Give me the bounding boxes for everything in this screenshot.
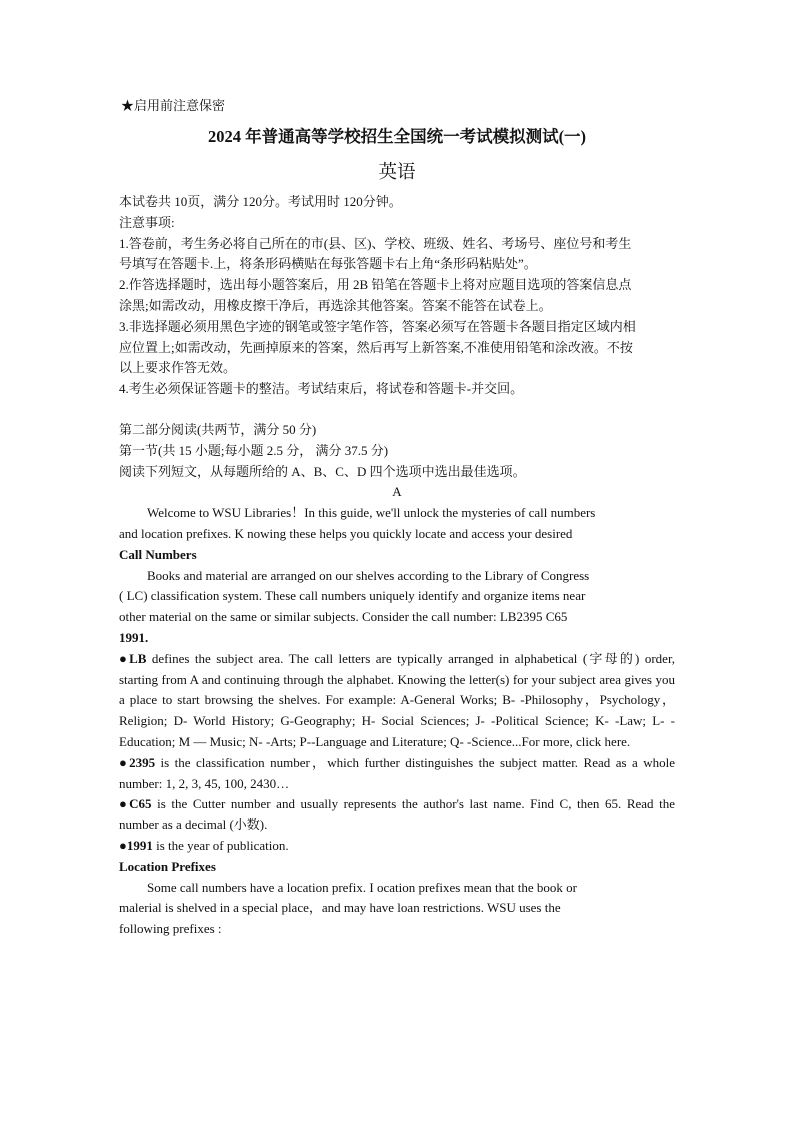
instruction-line: 涂黑;如需改动，用橡皮擦干净后，再选涂其他答案。答案不能答在试卷上。 [119, 297, 552, 313]
reading-section [119, 420, 675, 503]
passage-line: Welcome to WSU Libraries！In this guide, we'll unlock the mysteries of call numbers [147, 505, 596, 521]
notes-label: 注意事项: [119, 214, 175, 230]
call-number-year: 1991. [119, 629, 149, 645]
confidential-mark: ★启用前注意保密 [121, 98, 226, 113]
instruction-line: 1.答卷前，考生务必将自己所在的市(县、区)、学校、班级、姓名、考场号、座位号和考生 [119, 235, 632, 251]
instruction-line: 4.考生必须保证答题卡的整洁。考试结束后，将试卷和答题卡-并交回。 [119, 381, 524, 397]
subject-title: 英语 [378, 163, 416, 183]
passage-a [119, 503, 675, 940]
instruction-line: 2.作答选择题时，选出每小题答案后，用 2B 铅笔在答题卡上将对应题目选项的答案信息点 [119, 277, 632, 293]
bullet-text: is the year of publication. [152, 837, 289, 853]
exam-summary: 本试卷共 10页，满分 120分。考试用时 120分钟。 [119, 194, 402, 209]
instruction-line: 号填写在答题卡.上，将条形码横贴在每张答题卡右上角“条形码粘贴处”。 [119, 256, 537, 272]
passage-line: other material on the same or similar subjects. Consider the call number: LB2395 C65 [119, 609, 568, 625]
passage-label: A [392, 484, 402, 500]
exam-title: 2024 年普通高等学校招生全国统一考试模拟测试(一) [207, 127, 587, 146]
instruction-item-4 [119, 379, 675, 400]
exam-page [119, 96, 675, 940]
bullet-subject-area [119, 649, 675, 753]
bullet-classification-number [119, 753, 675, 795]
part-title: 第二部分阅读(共两节，满分 50 分) [119, 421, 317, 437]
bullet-marker: ●LB [119, 650, 147, 666]
subsection-title: 第一节(共 15 小题;每小题 2.5 分， 满分 37.5 分) [119, 442, 389, 458]
passage-line: and location prefixes. K nowing these helps you quickly locate and access your desired [119, 525, 573, 541]
instruction-item-3 [119, 317, 675, 379]
passage-line: following prefixes : [119, 921, 222, 937]
bullet-marker: ●1991 [119, 837, 153, 853]
exam-instructions [119, 192, 675, 400]
bullet-text: is the Cutter number and usually represents the author's last name. Find C, then 65. Read the number as a decimal (小数). [119, 796, 675, 833]
passage-line: Books and material are arranged on our shelves according to the Library of Congress [147, 567, 590, 583]
bullet-text: is the classification number，which further distinguishes the subject matter. Read as a whole number: 1, 2, 3, 45, 100, 2430… [119, 754, 676, 791]
bullet-marker: ●C65 [119, 796, 152, 812]
instruction-item-1 [119, 234, 675, 276]
location-prefixes-heading: Location Prefixes [119, 858, 216, 874]
directions: 阅读下列短文，从每题所给的 A、B、C、D 四个选项中选出最佳选项。 [119, 463, 526, 479]
bullet-marker: ●2395 [119, 754, 156, 770]
call-numbers-heading: Call Numbers [119, 546, 197, 562]
bullet-cutter-number [119, 794, 675, 836]
instruction-line: 3.非选择题必须用黑色字迹的钢笔或签字笔作答，答案必须写在答题卡各题目指定区域内相 [119, 318, 636, 334]
bullet-text: defines the subject area. The call letters are typically arranged in alphabetical (字母的) order, starting from A and continuing through the alphabet. Knowing the letter(s) for your subject area gives you a place to start browsing the shelves. For example: A-General Works; B- -Philosophy，Psychology， Religion; D- World History; G-Geography; H- Social Sciences; J- -Political Science; K- -Law; L- -Education; M — Music; N- -Arts; P--Language and Literature; Q- -Science...For more, click here. [119, 650, 676, 749]
instruction-line: 应位置上;如需改动，先画掉原来的答案，然后再写上新答案,不准使用铅笔和涂改液。不按 [119, 339, 633, 355]
passage-line: malerial is shelved in a special place，and may have loan restrictions. WSU uses the [119, 900, 561, 916]
passage-line: Some call numbers have a location prefix. I ocation prefixes mean that the book or [147, 879, 577, 895]
spacer [119, 400, 675, 420]
instruction-line: 以上要求作答无效。 [119, 360, 237, 376]
instruction-item-2 [119, 275, 675, 317]
passage-line: ( LC) classification system. These call numbers uniquely identify and organize items near [119, 588, 586, 604]
bullet-publication-year [119, 836, 675, 857]
